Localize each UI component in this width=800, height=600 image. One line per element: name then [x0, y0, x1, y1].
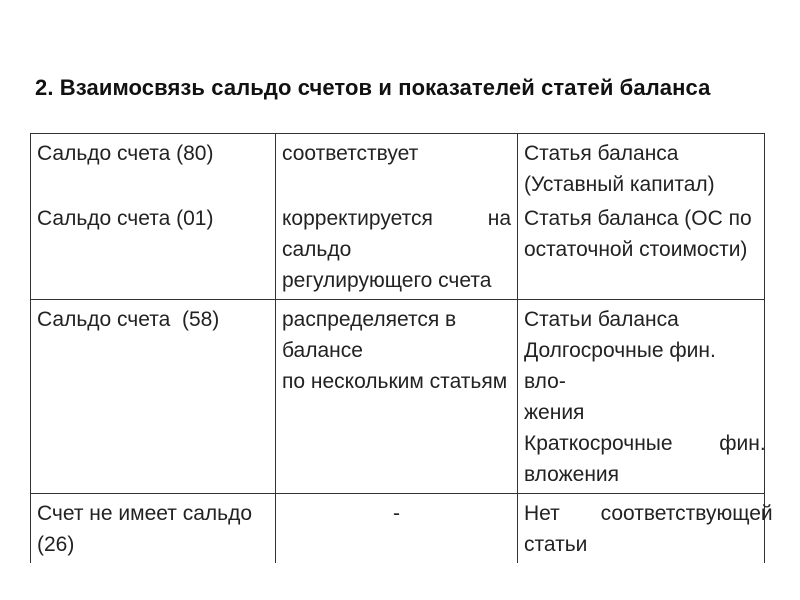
table-cell-relation [276, 134, 518, 300]
table-cell-account [31, 134, 276, 300]
relation-text: корректируется на сальдо [282, 207, 511, 261]
relation-text: распределяется в балансе [282, 308, 457, 362]
article-text: вложения [524, 463, 620, 486]
table-cell-relation [276, 494, 518, 564]
table-cell-article [518, 300, 765, 494]
table-cell-relation [276, 300, 518, 494]
account-label: Сальдо счета (01) [37, 207, 214, 230]
article-text: Статья баланса [524, 142, 679, 165]
article-text: Долгосрочные фин. вло- [524, 339, 716, 393]
table-cell-article [518, 494, 773, 564]
account-label: Счет не имеет сальдо (26) [37, 502, 253, 556]
article-text: жения [524, 401, 585, 424]
table-row [31, 494, 765, 564]
table-row [31, 300, 765, 494]
relation-text: - [393, 502, 400, 525]
table-cell-article [518, 134, 765, 300]
relation-text: по нескольким статьям [282, 370, 508, 393]
table-cell-account [31, 300, 276, 494]
table-row [31, 134, 765, 300]
article-text: (Уставный капитал) [524, 173, 715, 196]
relation-text: регулирующего счета [282, 269, 492, 292]
article-text: остаточной стоимости) [524, 238, 748, 261]
page-title: 2. Взаимосвязь сальдо счетов и показателей статей баланса [35, 75, 711, 100]
balance-relation-table [30, 133, 773, 563]
article-text: Статья баланса (ОС по [524, 207, 752, 230]
article-text: Краткосрочные фин. [524, 432, 766, 455]
article-text: Статьи баланса [524, 308, 679, 331]
account-label: Сальдо счета (58) [37, 308, 220, 331]
table-cell-account [31, 494, 276, 564]
relation-text: соответствует [282, 142, 419, 165]
article-text: статьи [524, 533, 588, 556]
article-text: Нет соответствующей [524, 502, 773, 525]
account-label: Сальдо счета (80) [37, 142, 214, 165]
